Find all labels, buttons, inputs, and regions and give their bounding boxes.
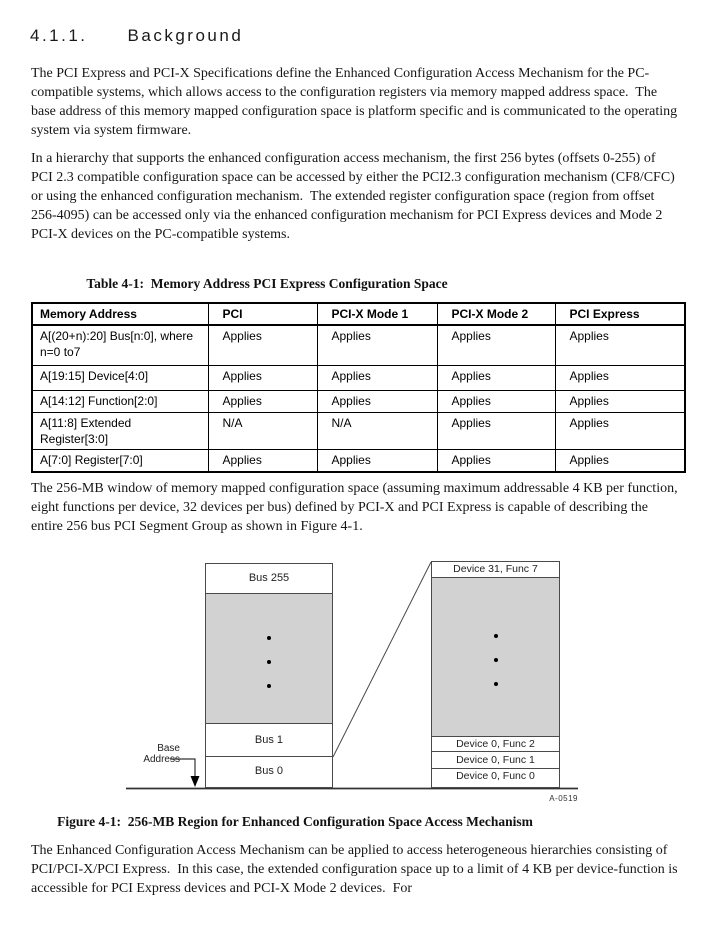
device-0-func-2-box: Device 0, Func 2 bbox=[432, 737, 559, 752]
table-row bbox=[32, 449, 685, 472]
bus-0-box: Bus 0 bbox=[206, 757, 332, 787]
paragraph-2: In a hierarchy that supports the enhanced configuration access mechanism, the first 256 bytes (offsets 0-255) of PCI 2.3 compatible configuration space can be accessed by either the PCI2.3 configuration mechanism (CF8/CFC) or using the enhanced configuration mechanism. The extended register configuration space (region from offset 256-4095) can be accessed only via the enhanced configuration mechanism for PCI Express devices and Mode 2 PCI-X devices on the PC-compatible systems. bbox=[31, 151, 679, 242]
section-title: Background bbox=[127, 26, 244, 45]
section-heading bbox=[30, 26, 243, 46]
table-cell: Applies bbox=[317, 390, 437, 412]
table-cell: Applies bbox=[437, 365, 555, 390]
figure-caption: Figure 4-1: 256-MB Region for Enhanced Configuration Space Access Mechanism bbox=[57, 814, 533, 829]
device-0-func-0-box: Device 0, Func 0 bbox=[432, 769, 559, 785]
ellipsis-dot bbox=[494, 682, 498, 686]
bus-gray-region bbox=[206, 594, 332, 724]
table-cell: Applies bbox=[317, 449, 437, 472]
section-number: 4.1.1. bbox=[30, 26, 88, 45]
config-space-table bbox=[31, 302, 686, 473]
table-cell: Applies bbox=[555, 325, 685, 365]
bus-1-box: Bus 1 bbox=[206, 724, 332, 757]
table-cell: A[11:8] Extended Register[3:0] bbox=[32, 412, 208, 449]
table-cell: Applies bbox=[208, 390, 317, 412]
figure-linework bbox=[0, 555, 712, 810]
table-cell: A[(20+n):20] Bus[n:0], where n=0 to7 bbox=[32, 325, 208, 365]
table-cell: Applies bbox=[437, 390, 555, 412]
ellipsis-dot bbox=[267, 660, 271, 664]
table-cell: N/A bbox=[208, 412, 317, 449]
ellipsis-dot bbox=[494, 634, 498, 638]
col-header-pcix-mode2: PCI-X Mode 2 bbox=[437, 303, 555, 325]
device-gray-region bbox=[432, 578, 559, 737]
table-cell: Applies bbox=[555, 390, 685, 412]
table-cell: Applies bbox=[437, 325, 555, 365]
paragraph-4: The Enhanced Configuration Access Mechanism can be applied to access heterogeneous hierarchies consisting of PCI/PCI-X/PCI Express. In this case, the extended configuration space up to a limit of 4 KB per device-function is accessible for PCI Express devices and PCI-X Mode 2 devices. For bbox=[31, 843, 682, 896]
table-row bbox=[32, 365, 685, 390]
ellipsis-dot bbox=[267, 684, 271, 688]
table-cell: A[14:12] Function[2:0] bbox=[32, 390, 208, 412]
col-header-pci-express: PCI Express bbox=[555, 303, 685, 325]
table-cell: N/A bbox=[317, 412, 437, 449]
device-0-func-1-box: Device 0, Func 1 bbox=[432, 752, 559, 769]
table-cell: Applies bbox=[208, 365, 317, 390]
figure-artifact-code: A-0519 bbox=[549, 794, 578, 803]
table-cell: Applies bbox=[437, 449, 555, 472]
table-cell: A[7:0] Register[7:0] bbox=[32, 449, 208, 472]
table-header-row bbox=[32, 303, 685, 325]
table-cell: Applies bbox=[437, 412, 555, 449]
figure-4-1 bbox=[0, 555, 712, 810]
paragraph-3: The 256-MB window of memory mapped configuration space (assuming maximum addressable 4 KB per function, eight functions per device, 32 devices per bus) defined by PCI-X and PCI Express is capable of describing the entire 256 bus PCI Segment Group as shown in Figure 4-1. bbox=[31, 481, 682, 534]
table-cell: Applies bbox=[317, 365, 437, 390]
table-cell: Applies bbox=[555, 365, 685, 390]
table-cell: Applies bbox=[555, 449, 685, 472]
bus-stack bbox=[205, 563, 333, 788]
table-cell: Applies bbox=[208, 325, 317, 365]
ellipsis-dot bbox=[494, 658, 498, 662]
bus-255-box: Bus 255 bbox=[206, 564, 332, 594]
base-address-label: Base Address bbox=[143, 743, 180, 765]
device-stack bbox=[431, 561, 560, 788]
table-row bbox=[32, 325, 685, 365]
device-31-func-7-box: Device 31, Func 7 bbox=[432, 562, 559, 578]
table-row bbox=[32, 412, 685, 449]
table-cell: Applies bbox=[208, 449, 317, 472]
table-cell: Applies bbox=[555, 412, 685, 449]
col-header-memory-address: Memory Address bbox=[32, 303, 208, 325]
paragraph-1: The PCI Express and PCI-X Specifications define the Enhanced Configuration Access Mechanism for the PC-compatible systems, which allows access to the configuration registers via memory mapped address space. The base address of this memory mapped configuration space is platform specific and is communicated to the operating system via system firmware. bbox=[31, 66, 681, 138]
ellipsis-dot bbox=[267, 636, 271, 640]
col-header-pci: PCI bbox=[208, 303, 317, 325]
table-caption: Table 4-1: Memory Address PCI Express Configuration Space bbox=[86, 276, 448, 291]
table-cell: Applies bbox=[317, 325, 437, 365]
table-cell: A[19:15] Device[4:0] bbox=[32, 365, 208, 390]
col-header-pcix-mode1: PCI-X Mode 1 bbox=[317, 303, 437, 325]
table-row bbox=[32, 390, 685, 412]
